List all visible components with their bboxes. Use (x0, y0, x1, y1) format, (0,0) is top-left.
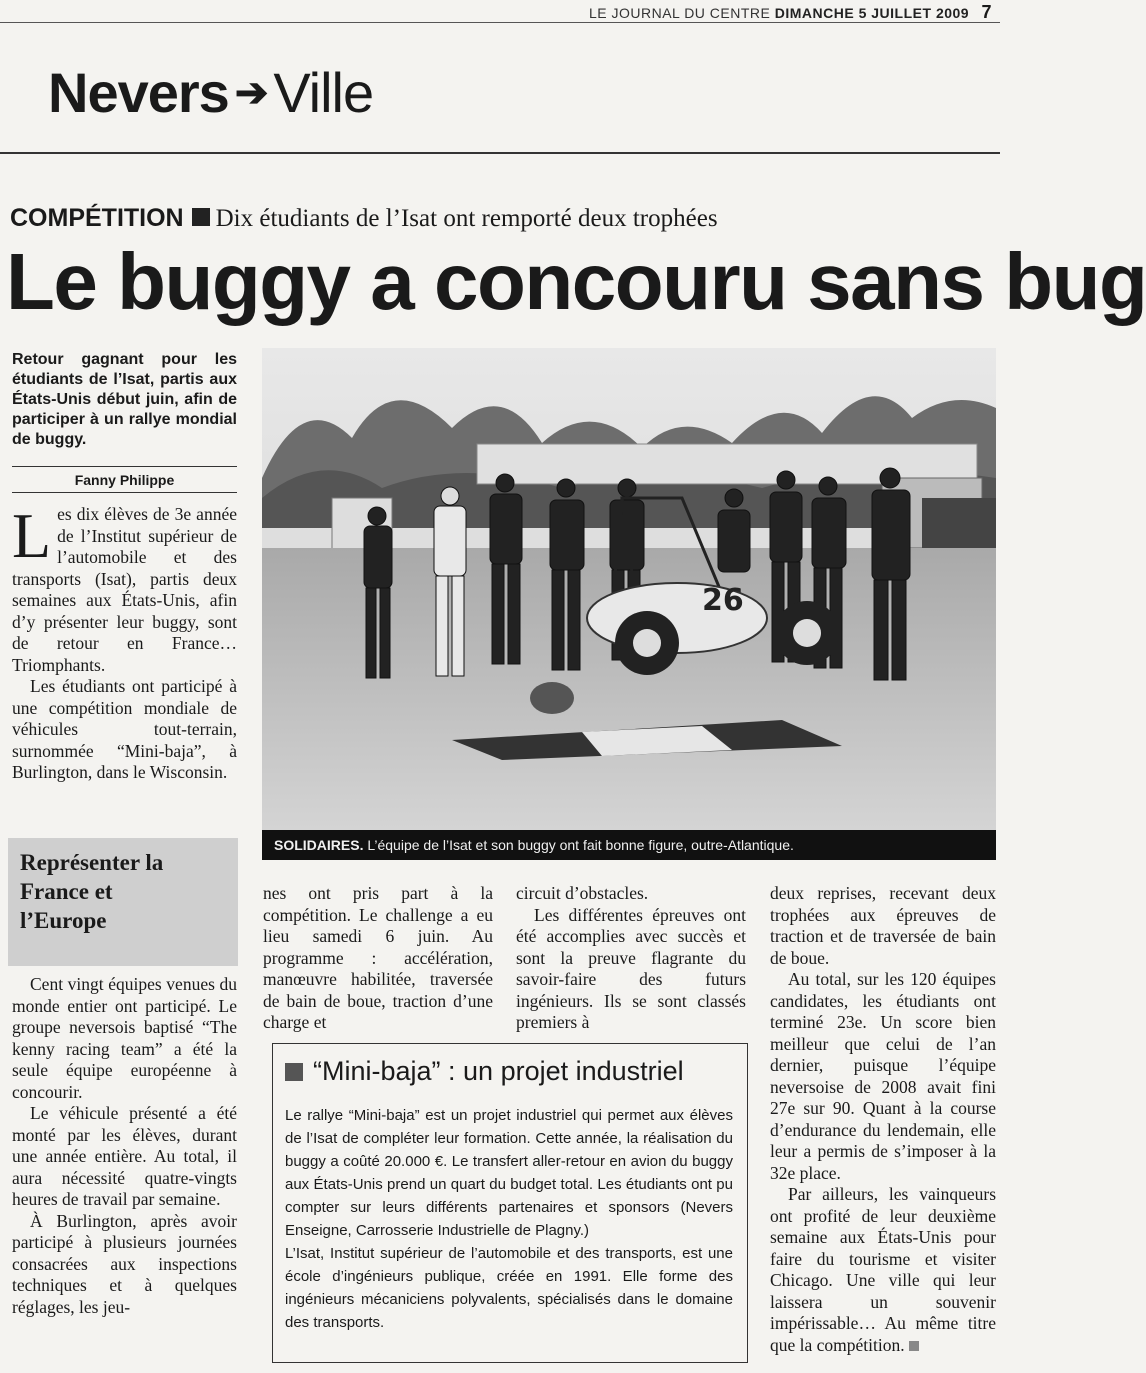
page-number: 7 (981, 2, 992, 22)
col4-text-c: Par ailleurs, les vainqueurs ont profité de leur deuxième semaine aux États-Unis pour faire du tourisme et visiter Chicago. Une ville qui leur laissera un souvenir impérissable… Au même titre que la compétition. (770, 1184, 996, 1355)
section-sub: Ville (273, 61, 374, 124)
box-title-text: “Mini-baja” : un projet industriel (313, 1056, 684, 1086)
column-3 (516, 883, 746, 1034)
square-bullet-icon (192, 208, 210, 226)
section-title (48, 60, 373, 125)
box-paragraph-2: L’Isat, Institut supérieur de l’automobile et des transports, est une école d’ingénieurs publique, créée en 1991. Elle forme des ingénieurs mécaniciens polyvalents, spécialisés dans le domaine des transports. (285, 1245, 733, 1331)
caption-label: SOLIDAIRES. (274, 837, 364, 853)
author-rule (12, 466, 237, 467)
kicker-label: COMPÉTITION (10, 204, 184, 232)
kicker-line (10, 204, 718, 233)
col2-text: nes ont pris part à la compétition. Le challenge a eu lieu samedi 6 juin. Au programme : accélération, manœuvre habilitée, traversée de bain de boue, traction d’une charge et (263, 883, 493, 1032)
page-header (589, 2, 992, 23)
issue-date: DIMANCHE 5 JUILLET 2009 (774, 5, 970, 21)
col3-text-a: circuit d’obstacles. (516, 883, 649, 903)
deck: Dix étudiants de l’Isat ont remporté deux trophées (215, 205, 718, 232)
headline: Le buggy a concouru sans bug (6, 237, 1146, 326)
sidebar-box (272, 1043, 748, 1363)
col4-text-a: deux reprises, recevant deux trophées aux épreuves de traction et de traversée de bain de boue. (770, 883, 996, 968)
section-rule (0, 152, 1000, 154)
caption-text: L’équipe de l’Isat et son buggy ont fait bonne figure, outre-Atlantique. (367, 837, 794, 853)
author: Fanny Philippe (74, 472, 175, 488)
column-4 (770, 883, 996, 1356)
paragraph-5: À Burlington, après avoir participé à plusieurs journées consacrées aux inspections techniques et à quelques réglages, les jeu- (12, 1210, 237, 1317)
photo-caption (262, 830, 996, 860)
subhead-box (8, 838, 238, 966)
column-1-top (12, 500, 237, 784)
paragraph-2: Les étudiants ont participé à une compétition mondiale de véhicules tout-terrain, surnommée “Mini-baja”, à Burlington, dans le Wisconsin. (12, 676, 237, 782)
team-photo (262, 348, 996, 830)
column-2 (263, 883, 493, 1034)
square-bullet-icon (285, 1063, 303, 1081)
chapo: Retour gagnant pour les étudiants de l’Isat, partis aux États-Unis début juin, afin de participer à un rallye mondial de buggy. (12, 351, 237, 448)
col4-text-b: Au total, sur les 120 équipes candidates, les étudiants ont terminé 23e. Un score bien meilleur que celui de l’an dernier, puisque l’équipe neversoise de 2008 avait fini 27e sur 90. Quant à la course d’endurance du lendemain, elle leur a permis de s’imposer à la 32e place. (770, 969, 996, 1183)
section-city: Nevers (48, 61, 229, 124)
end-mark-icon (909, 1341, 919, 1351)
box-paragraph-1: Le rallye “Mini-baja” est un projet industriel qui permet aux élèves de l’Isat de compléter leur formation. Cette année, la réalisation du buggy a coûté 20.000 €. Le transfert aller-retour en avion du buggy aux États-Unis prend un quart du budget total. Les étudiants ont pu compter sur leurs différents partenaires et sponsors (Nevers Enseigne, Carrosserie Industrielle de Plagny.) (285, 1107, 733, 1239)
dropcap: L (12, 500, 52, 571)
photo-illustration (262, 348, 996, 830)
column-1-bottom (12, 974, 237, 1318)
newspaper-name: LE JOURNAL DU CENTRE (588, 5, 771, 21)
box-body (285, 1104, 733, 1334)
header-rule (0, 22, 1000, 23)
paragraph-4: Le véhicule présenté a été monté par les élèves, durant une année entière. Au total, il aura nécessité quatre-vingts heures de travail par semaine. (12, 1103, 237, 1209)
car-number: 26 (702, 583, 744, 618)
author-rule-bottom (12, 492, 237, 493)
lead-paragraph: es dix élèves de 3e année de l’Institut supérieur de l’automobile et des transports (Isat), partis deux semaines aux États-Unis, afin d’y présenter leur buggy, sont de retour en France… Triomphants. (12, 504, 237, 675)
paragraph-3: Cent vingt équipes venues du monde entier ont participé. Le groupe neversois baptisé “The kenny racing team” a été la seule équipe européenne à concourir. (12, 974, 237, 1102)
subhead: Représenter la France et l’Europe (20, 850, 164, 933)
col3-text-b: Les différentes épreuves ont été accomplies avec succès et sont la preuve flagrante du savoir-faire des futurs ingénieurs. Ils se sont classés premiers à (516, 904, 746, 1032)
arrow-icon: ➔ (234, 71, 268, 115)
box-title (285, 1056, 684, 1087)
